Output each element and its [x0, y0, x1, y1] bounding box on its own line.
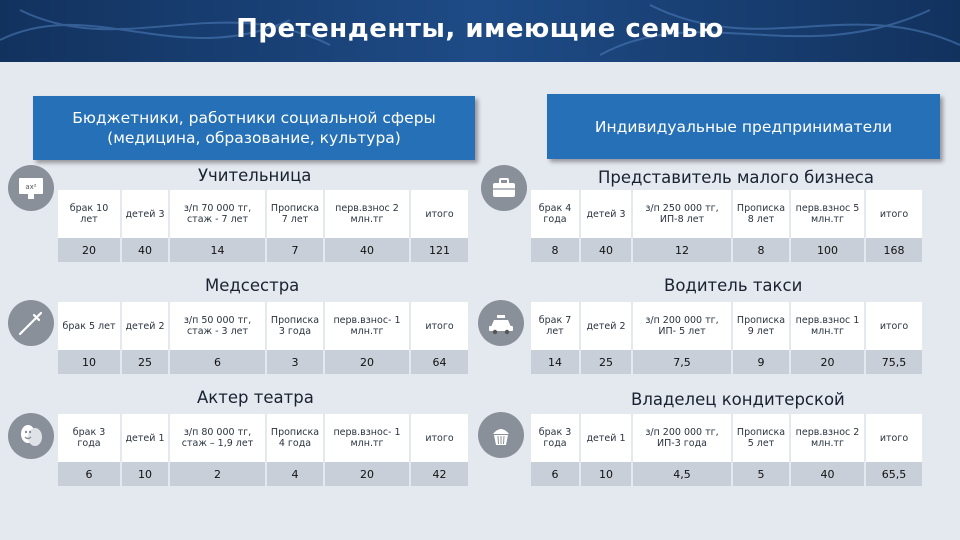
value-cell: 8: [733, 238, 791, 262]
syringe-icon: [8, 300, 54, 346]
value-cell: 20: [58, 238, 122, 262]
value-cell: 25: [122, 350, 170, 374]
value-cell: 5: [733, 462, 791, 486]
header-cell: итого: [866, 190, 922, 238]
total-cell: 64: [411, 350, 468, 374]
value-cell: 3: [267, 350, 325, 374]
header-cell: з/п 80 000 тг, стаж – 1,9 лет: [170, 414, 267, 462]
value-cell: 100: [791, 238, 866, 262]
cupcake-icon: [478, 412, 524, 458]
header-cell: детей 1: [581, 414, 633, 462]
header-cell: брак 10 лет: [58, 190, 122, 238]
category-budget-workers: Бюджетники, работники социальной сферы (медицина, образование, культура): [33, 96, 475, 160]
category-entrepreneurs: Индивидуальные предприниматели: [547, 94, 940, 159]
value-cell: 14: [170, 238, 267, 262]
header-cell: итого: [411, 302, 468, 350]
header-cell: перв.взнос- 1 млн.тг: [325, 302, 411, 350]
value-cell: 10: [581, 462, 633, 486]
header-cell: детей 3: [581, 190, 633, 238]
header-cell: Прописка 8 лет: [733, 190, 791, 238]
header-cell: перв.взнос 2 млн.тг: [791, 414, 866, 462]
header-cell: з/п 200 000 тг, ИП- 5 лет: [633, 302, 733, 350]
header-cell: з/п 250 000 тг, ИП-8 лет: [633, 190, 733, 238]
theater-masks-icon: [8, 413, 54, 459]
role-label: Водитель такси: [664, 276, 803, 295]
budget-table-actor: [58, 414, 468, 486]
value-cell: 6: [58, 462, 122, 486]
header-cell: брак 3 года: [58, 414, 122, 462]
value-cell: 25: [581, 350, 633, 374]
taxi-icon: [478, 300, 524, 346]
header-cell: детей 2: [122, 302, 170, 350]
value-cell: 4: [267, 462, 325, 486]
total-cell: 121: [411, 238, 468, 262]
header-cell: Прописка 4 года: [267, 414, 325, 462]
header-cell: перв.взнос 1 млн.тг: [791, 302, 866, 350]
chalkboard-icon: [8, 165, 54, 211]
value-cell: 40: [122, 238, 170, 262]
budget-table-nurse: [58, 302, 468, 374]
value-cell: 12: [633, 238, 733, 262]
role-label: Представитель малого бизнеса: [598, 168, 874, 187]
header-cell: з/п 70 000 тг, стаж - 7 лет: [170, 190, 267, 238]
value-cell: 10: [58, 350, 122, 374]
header-cell: брак 4 года: [531, 190, 581, 238]
header-cell: Прописка 5 лет: [733, 414, 791, 462]
value-cell: 6: [170, 350, 267, 374]
entrepreneur-table-taxi-driver: [531, 302, 922, 374]
header-cell: Прописка 3 года: [267, 302, 325, 350]
header-cell: брак 7 лет: [531, 302, 581, 350]
value-cell: 6: [531, 462, 581, 486]
value-cell: 40: [325, 238, 411, 262]
briefcase-icon: [481, 165, 527, 211]
budget-table-teacher: [58, 190, 468, 262]
entrepreneur-table-small-business: [531, 190, 922, 262]
total-cell: 42: [411, 462, 468, 486]
entrepreneur-table-confectionery: [531, 414, 922, 486]
value-cell: 14: [531, 350, 581, 374]
role-label: Медсестра: [205, 276, 300, 295]
header-cell: Прописка 7 лет: [267, 190, 325, 238]
header-cell: перв.взнос 5 млн.тг: [791, 190, 866, 238]
header-cell: итого: [866, 302, 922, 350]
value-cell: 10: [122, 462, 170, 486]
value-cell: 7,5: [633, 350, 733, 374]
header-cell: з/п 200 000 тг, ИП-3 года: [633, 414, 733, 462]
total-cell: 168: [866, 238, 922, 262]
value-cell: 8: [531, 238, 581, 262]
header-cell: итого: [866, 414, 922, 462]
title-banner: [0, 0, 960, 62]
header-cell: Прописка 9 лет: [733, 302, 791, 350]
value-cell: 9: [733, 350, 791, 374]
role-label: Актер театра: [197, 388, 314, 407]
header-cell: детей 1: [122, 414, 170, 462]
value-cell: 7: [267, 238, 325, 262]
page-title: Претенденты, имеющие семью: [236, 14, 724, 44]
role-label: Учительница: [198, 166, 312, 185]
header-cell: итого: [411, 414, 468, 462]
header-cell: перв.взнос- 1 млн.тг: [325, 414, 411, 462]
value-cell: 20: [325, 462, 411, 486]
value-cell: 20: [325, 350, 411, 374]
value-cell: 20: [791, 350, 866, 374]
svg-text:ax²: ax²: [25, 183, 37, 191]
header-cell: брак 3 года: [531, 414, 581, 462]
header-cell: итого: [411, 190, 468, 238]
header-cell: детей 3: [122, 190, 170, 238]
total-cell: 65,5: [866, 462, 922, 486]
role-label: Владелец кондитерской: [631, 390, 845, 409]
header-cell: перв.взнос 2 млн.тг: [325, 190, 411, 238]
total-cell: 75,5: [866, 350, 922, 374]
header-cell: з/п 50 000 тг, стаж - 3 лет: [170, 302, 267, 350]
value-cell: 40: [581, 238, 633, 262]
header-cell: брак 5 лет: [58, 302, 122, 350]
value-cell: 4,5: [633, 462, 733, 486]
value-cell: 40: [791, 462, 866, 486]
header-cell: детей 2: [581, 302, 633, 350]
value-cell: 2: [170, 462, 267, 486]
